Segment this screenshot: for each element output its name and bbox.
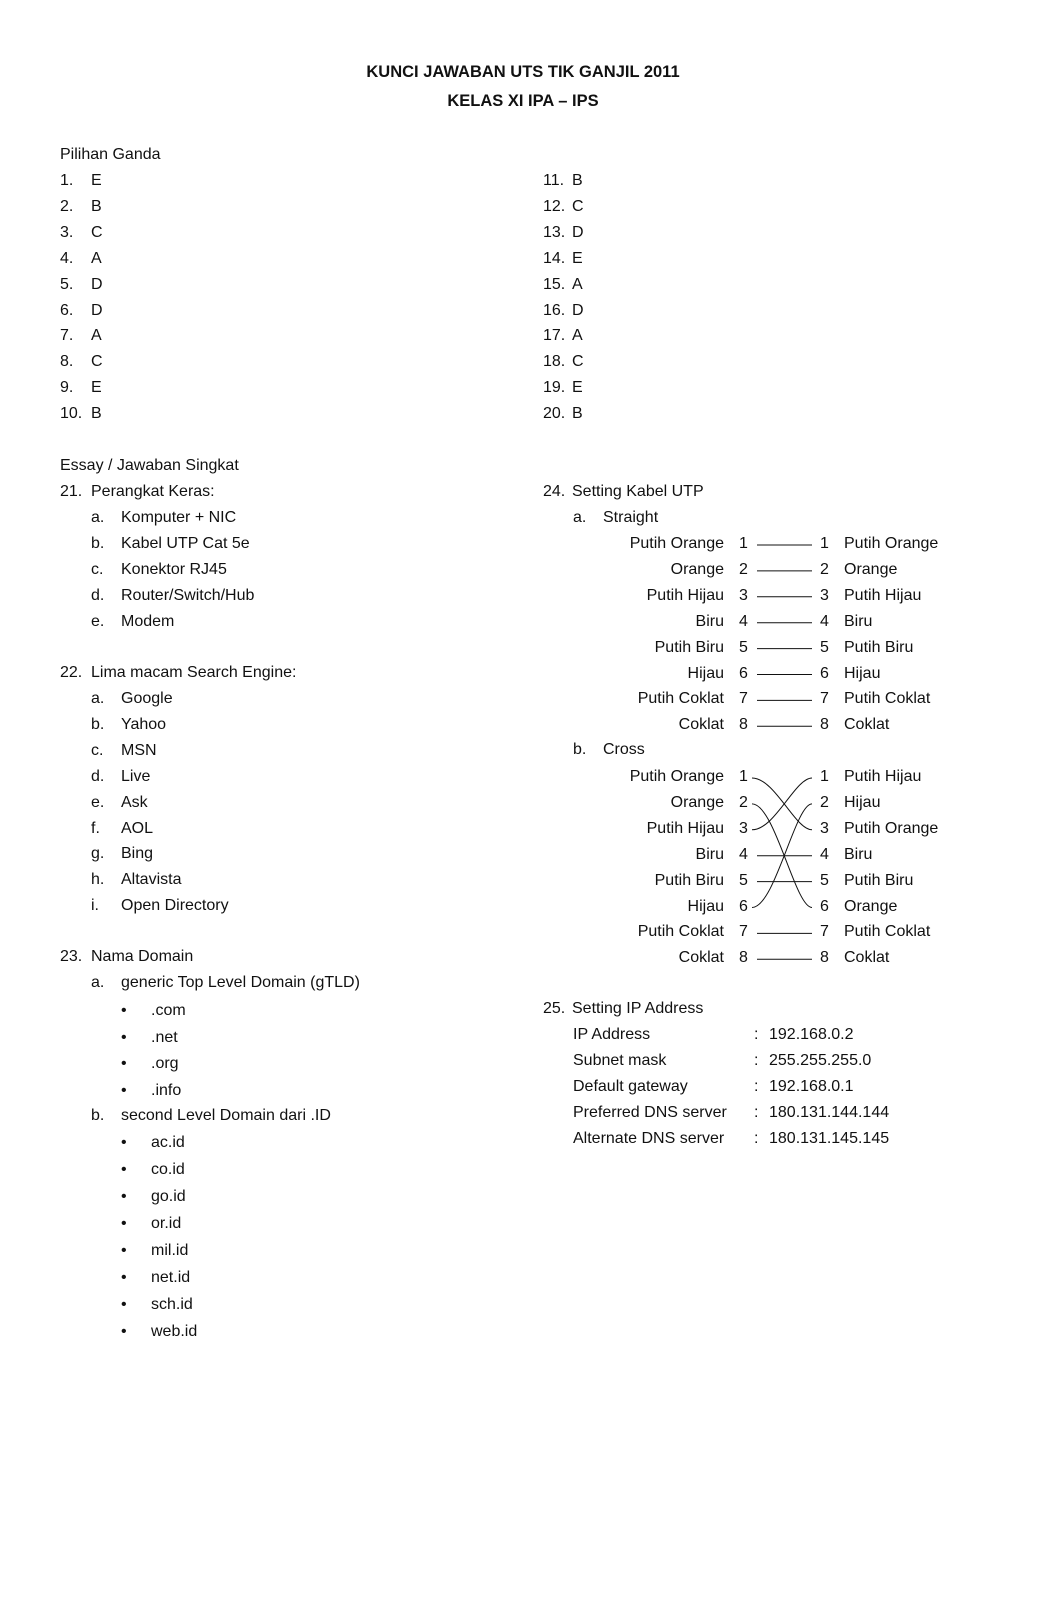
left-pin-number: 3 <box>739 586 748 604</box>
answer-value: C <box>91 353 103 371</box>
item-label: c. <box>91 741 104 759</box>
left-pin-number: 8 <box>739 949 748 967</box>
bullet-icon: • <box>121 1055 127 1072</box>
list-item: Live <box>121 767 151 785</box>
right-pin-number: 7 <box>820 690 829 708</box>
right-pin-number: 2 <box>820 793 829 811</box>
answer-number: 10. <box>60 405 83 423</box>
question-title: Setting IP Address <box>572 1000 704 1017</box>
right-pin-number: 4 <box>820 845 829 863</box>
left-pin-number: 8 <box>739 716 748 734</box>
wire-crossed <box>752 778 812 830</box>
right-wire-color: Putih Biru <box>844 871 914 889</box>
list-item: Router/Switch/Hub <box>121 586 255 604</box>
answer-number: 11. <box>543 172 565 189</box>
answer-number: 20. <box>543 405 566 423</box>
right-wire-color: Hijau <box>844 793 881 811</box>
left-wire-color: Putih Coklat <box>637 690 724 708</box>
answer-value: E <box>572 249 583 267</box>
right-pin-number: 1 <box>820 535 829 552</box>
sub-heading: Straight <box>603 509 659 526</box>
right-wire-color: Putih Hijau <box>844 586 922 604</box>
colon-separator: : <box>754 1051 759 1069</box>
sub-heading: second Level Domain dari .ID <box>121 1107 331 1124</box>
left-pin-number: 6 <box>739 897 748 915</box>
list-item: co.id <box>151 1161 185 1178</box>
list-item: .com <box>151 1002 186 1019</box>
question-title: Setting Kabel UTP <box>572 483 704 500</box>
setting-label: Subnet mask <box>573 1051 667 1069</box>
setting-label: Preferred DNS server <box>573 1103 727 1121</box>
left-wire-color: Orange <box>670 793 724 811</box>
left-wire-color: Putih Orange <box>629 768 724 785</box>
list-item: Konektor RJ45 <box>121 560 227 578</box>
left-pin-number: 3 <box>739 819 748 837</box>
list-item: Open Directory <box>121 897 229 915</box>
right-wire-color: Putih Orange <box>844 535 939 552</box>
bullet-icon: • <box>121 1215 127 1232</box>
right-wire-color: Putih Orange <box>844 819 939 837</box>
left-pin-number: 1 <box>739 535 748 552</box>
right-wire-color: Orange <box>844 560 898 578</box>
answer-value: C <box>572 353 584 371</box>
answer-number: 14. <box>543 249 566 267</box>
sub-heading: generic Top Level Domain (gTLD) <box>121 974 360 991</box>
list-item: Kabel UTP Cat 5e <box>121 534 250 552</box>
left-pin-number: 5 <box>739 871 748 889</box>
right-wire-color: Putih Coklat <box>844 690 931 708</box>
answer-number: 13. <box>543 223 566 241</box>
answer-number: 9. <box>60 379 74 397</box>
answer-value: A <box>91 327 102 345</box>
item-label: a. <box>91 974 105 991</box>
answer-number: 16. <box>543 301 566 319</box>
item-label: a. <box>91 509 105 526</box>
answer-value: E <box>572 379 583 397</box>
bullet-icon: • <box>121 1188 127 1205</box>
setting-label: IP Address <box>573 1026 651 1043</box>
bullet-icon: • <box>121 1028 127 1046</box>
left-wire-color: Putih Hijau <box>646 819 724 837</box>
list-item: mil.id <box>151 1242 189 1259</box>
item-label: b. <box>91 534 105 552</box>
left-wire-color: Coklat <box>678 716 724 734</box>
item-label: b. <box>573 741 587 758</box>
list-item: Bing <box>121 845 154 863</box>
answer-value: B <box>572 172 583 189</box>
question-number: 24. <box>543 483 566 500</box>
sub-heading: Cross <box>603 741 645 758</box>
item-label: b. <box>91 715 105 733</box>
list-item: or.id <box>151 1215 182 1232</box>
question-title: Perangkat Keras: <box>91 483 215 500</box>
right-pin-number: 4 <box>820 612 829 630</box>
setting-value: 192.168.0.2 <box>769 1026 854 1043</box>
right-wire-color: Putih Hijau <box>844 768 922 785</box>
document-title: KUNCI JAWABAN UTS TIK GANJIL 2011 <box>366 63 680 81</box>
right-wire-color: Orange <box>844 897 898 915</box>
list-item: .org <box>151 1055 179 1072</box>
list-item: .net <box>151 1028 178 1046</box>
bullet-icon: • <box>121 1134 127 1151</box>
right-pin-number: 5 <box>820 638 829 656</box>
left-wire-color: Putih Hijau <box>646 586 724 604</box>
left-wire-color: Hijau <box>687 664 724 682</box>
item-label: c. <box>91 560 104 578</box>
list-item: Altavista <box>121 871 182 889</box>
right-wire-color: Biru <box>844 612 873 630</box>
answer-number: 2. <box>60 197 74 215</box>
list-item: Modem <box>121 612 175 630</box>
answer-value: A <box>572 327 583 345</box>
left-wire-color: Hijau <box>687 897 724 915</box>
bullet-icon: • <box>121 1002 127 1019</box>
right-pin-number: 3 <box>820 586 829 604</box>
left-pin-number: 5 <box>739 638 748 656</box>
item-label: d. <box>91 586 105 604</box>
setting-value: 180.131.145.145 <box>769 1129 890 1147</box>
document-subtitle: KELAS XI IPA – IPS <box>447 92 599 110</box>
list-item: go.id <box>151 1188 186 1205</box>
right-pin-number: 3 <box>820 819 829 837</box>
answer-number: 12. <box>543 197 566 215</box>
list-item: MSN <box>121 741 157 759</box>
left-wire-color: Coklat <box>678 949 724 967</box>
list-item: Google <box>121 690 173 707</box>
answer-value: C <box>91 223 103 241</box>
wire-crossed <box>752 778 812 830</box>
left-wire-color: Biru <box>695 845 724 863</box>
question-title: Nama Domain <box>91 948 194 965</box>
left-pin-number: 7 <box>739 923 748 941</box>
item-label: e. <box>91 612 105 630</box>
list-item: Ask <box>121 793 148 811</box>
answer-number: 8. <box>60 353 74 371</box>
left-pin-number: 4 <box>739 612 748 630</box>
answer-value: B <box>572 405 583 423</box>
left-wire-color: Putih Biru <box>654 871 724 889</box>
left-pin-number: 4 <box>739 845 748 863</box>
right-wire-color: Coklat <box>844 949 890 967</box>
colon-separator: : <box>754 1026 759 1043</box>
item-label: g. <box>91 845 105 863</box>
answer-value: C <box>572 197 584 215</box>
bullet-icon: • <box>121 1081 127 1099</box>
right-pin-number: 6 <box>820 897 829 915</box>
right-wire-color: Hijau <box>844 664 881 682</box>
left-pin-number: 6 <box>739 664 748 682</box>
right-pin-number: 8 <box>820 716 829 734</box>
question-number: 25. <box>543 1000 566 1017</box>
question-number: 23. <box>60 948 83 965</box>
answer-number: 19. <box>543 379 566 397</box>
item-label: d. <box>91 767 105 785</box>
list-item: .info <box>151 1081 182 1099</box>
answer-value: D <box>572 301 584 319</box>
answer-number: 3. <box>60 223 74 241</box>
answer-number: 18. <box>543 353 566 371</box>
answer-value: D <box>91 301 103 319</box>
answer-value: B <box>91 405 102 423</box>
left-wire-color: Putih Orange <box>629 535 724 552</box>
right-pin-number: 2 <box>820 560 829 578</box>
right-pin-number: 7 <box>820 923 829 941</box>
answer-value: A <box>572 275 583 293</box>
list-item: Komputer + NIC <box>121 509 237 526</box>
colon-separator: : <box>754 1129 759 1147</box>
answer-number: 5. <box>60 275 74 293</box>
left-pin-number: 1 <box>739 768 748 785</box>
right-wire-color: Putih Biru <box>844 638 914 656</box>
right-wire-color: Coklat <box>844 716 890 734</box>
bullet-icon: • <box>121 1269 127 1286</box>
right-pin-number: 5 <box>820 871 829 889</box>
item-label: a. <box>91 690 105 707</box>
answer-value: E <box>91 172 102 189</box>
right-pin-number: 1 <box>820 768 829 785</box>
question-title: Lima macam Search Engine: <box>91 664 297 681</box>
item-label: h. <box>91 871 105 889</box>
bullet-icon: • <box>121 1242 127 1259</box>
list-item: Yahoo <box>121 715 167 733</box>
setting-value: 192.168.0.1 <box>769 1077 854 1095</box>
item-label: b. <box>91 1107 105 1124</box>
list-item: AOL <box>121 819 154 837</box>
list-item: sch.id <box>151 1296 193 1313</box>
list-item: web.id <box>151 1323 198 1340</box>
left-pin-number: 7 <box>739 690 748 708</box>
answer-number: 6. <box>60 301 74 319</box>
right-pin-number: 8 <box>820 949 829 967</box>
bullet-icon: • <box>121 1323 127 1340</box>
answer-number: 17. <box>543 327 566 345</box>
item-label: a. <box>573 509 587 526</box>
list-item: net.id <box>151 1269 191 1286</box>
setting-label: Alternate DNS server <box>573 1129 725 1147</box>
left-pin-number: 2 <box>739 560 748 578</box>
question-number: 22. <box>60 664 83 681</box>
answer-value: D <box>572 223 584 241</box>
answer-value: B <box>91 197 102 215</box>
answer-number: 4. <box>60 249 74 267</box>
left-wire-color: Biru <box>695 612 724 630</box>
setting-value: 255.255.255.0 <box>769 1051 872 1069</box>
setting-label: Default gateway <box>573 1077 688 1095</box>
right-wire-color: Biru <box>844 845 873 863</box>
left-pin-number: 2 <box>739 793 748 811</box>
bullet-icon: • <box>121 1161 127 1178</box>
answer-value: D <box>91 275 103 293</box>
question-number: 21. <box>60 483 83 500</box>
section-heading: Pilihan Ganda <box>60 146 161 163</box>
answer-value: A <box>91 249 102 267</box>
right-wire-color: Putih Coklat <box>844 923 931 941</box>
bullet-icon: • <box>121 1296 127 1313</box>
section-heading: Essay / Jawaban Singkat <box>60 457 239 474</box>
answer-number: 7. <box>60 327 74 345</box>
colon-separator: : <box>754 1103 759 1121</box>
item-label: f. <box>91 819 100 837</box>
left-wire-color: Putih Biru <box>654 638 724 656</box>
colon-separator: : <box>754 1077 759 1095</box>
left-wire-color: Putih Coklat <box>637 923 724 941</box>
right-pin-number: 6 <box>820 664 829 682</box>
list-item: ac.id <box>151 1134 185 1151</box>
answer-number: 1. <box>60 172 74 189</box>
item-label: e. <box>91 793 105 811</box>
setting-value: 180.131.144.144 <box>769 1103 890 1121</box>
answer-value: E <box>91 379 102 397</box>
item-label: i. <box>91 897 99 915</box>
answer-number: 15. <box>543 275 566 293</box>
left-wire-color: Orange <box>670 560 724 578</box>
